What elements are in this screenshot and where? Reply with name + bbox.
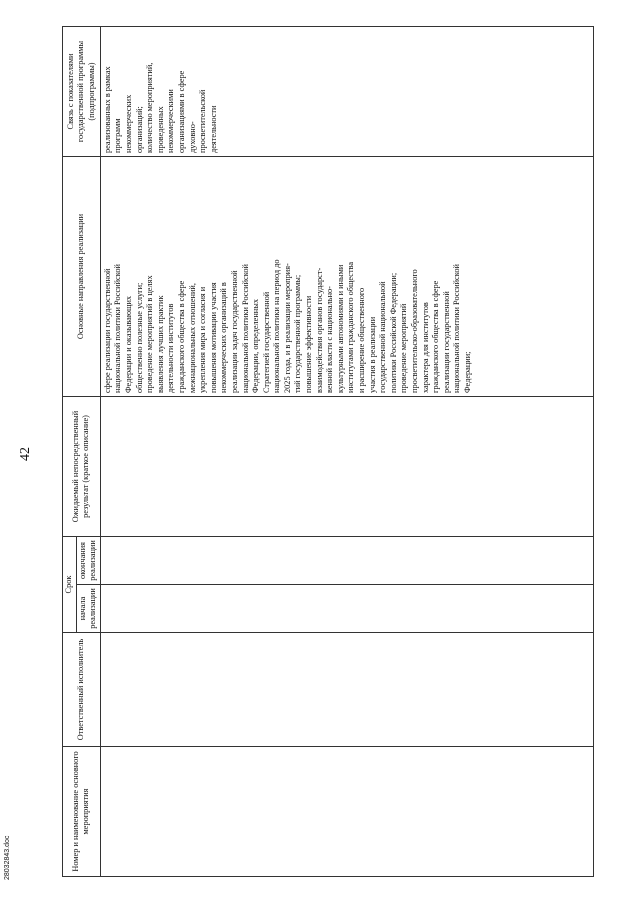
header-directions: Основные направления реализации bbox=[63, 157, 101, 397]
directions-line: межнациональных отношений, bbox=[187, 283, 197, 393]
directions-line: некоммерческих организаций в bbox=[219, 282, 229, 393]
table-row bbox=[100, 27, 593, 877]
directions-line: политики Российской Федерации; bbox=[388, 272, 398, 393]
link-line: количество мероприятий, bbox=[145, 62, 155, 153]
cell-end bbox=[100, 537, 593, 585]
directions-line: проведение мероприятий в целях bbox=[145, 275, 155, 393]
link-line: духовно- bbox=[187, 121, 197, 153]
header-measure-name: Номер и наименование основного мероприятия bbox=[63, 747, 101, 877]
directions-line: участия в реализации bbox=[367, 316, 377, 393]
measures-table bbox=[62, 26, 594, 877]
header-link: Связь с показателями государственной программы (подпрограммы) bbox=[63, 27, 101, 157]
link-line: некоммерческих bbox=[123, 94, 133, 153]
directions-line: Федерации и оказывающих bbox=[123, 295, 133, 393]
directions-line: проведение мероприятий bbox=[399, 303, 409, 393]
directions-line: государственной национальной bbox=[378, 281, 388, 393]
header-term: Срок bbox=[63, 537, 77, 633]
cell-directions bbox=[100, 157, 593, 397]
link-line: реализованных в рамках bbox=[102, 66, 112, 153]
header-row-1 bbox=[63, 27, 77, 877]
cell-measure-name bbox=[100, 747, 593, 877]
page-number: 42 bbox=[18, 447, 33, 461]
cell-result bbox=[100, 397, 593, 537]
directions-line: культурными автономиями и иными bbox=[335, 264, 345, 393]
directions-line: просветительско-образовательного bbox=[410, 269, 419, 393]
directions-line: общественно полезные услуги; bbox=[134, 282, 144, 393]
cell-link bbox=[100, 27, 593, 157]
directions-line: 2025 года, и в реализации мероприя- bbox=[282, 263, 292, 393]
directions-line: и расширение общественного bbox=[357, 287, 367, 393]
link-line: организациями в сфере bbox=[176, 70, 186, 153]
cell-executor bbox=[100, 633, 593, 747]
directions-text bbox=[103, 160, 474, 393]
directions-line: повышение эффективности bbox=[304, 295, 314, 393]
directions-line: укрепления мира и согласия и bbox=[198, 286, 208, 393]
directions-line: гражданского общества в сфере bbox=[431, 280, 441, 393]
directions-line: национальной политики на период до bbox=[272, 259, 282, 393]
link-text bbox=[103, 30, 220, 153]
directions-line: деятельности институтов bbox=[166, 303, 176, 393]
document-filename: 28032843.doc bbox=[4, 835, 11, 880]
cell-start bbox=[100, 585, 593, 633]
directions-line: выявления лучших практик bbox=[155, 295, 165, 393]
header-executor: Ответственный исполнитель bbox=[63, 633, 101, 747]
directions-line: венной власти с национально- bbox=[325, 286, 335, 393]
directions-line: национальной политики Российской bbox=[240, 264, 250, 393]
directions-line: Федерации, определенных bbox=[251, 299, 261, 393]
link-line: просветительской bbox=[198, 89, 208, 153]
directions-line: реализации задач государственной bbox=[229, 270, 239, 393]
directions-line: повышения мотивации участия bbox=[208, 282, 218, 393]
header-start: начала реализации bbox=[76, 585, 100, 633]
directions-line: национальной политики Российской bbox=[113, 264, 123, 393]
link-line: проведенных bbox=[155, 106, 165, 153]
directions-line: сфере реализации государственной bbox=[102, 268, 112, 393]
rotated-page bbox=[18, 27, 582, 877]
directions-line: институтами гражданского общества bbox=[346, 261, 356, 393]
header-result: Ожидаемый непосредственный результат (краткое описание) bbox=[63, 397, 101, 537]
directions-line: тий государственной программы; bbox=[293, 274, 303, 393]
directions-line: реализации государственной bbox=[441, 291, 451, 393]
directions-line: Федерации; bbox=[462, 351, 472, 393]
link-line: некоммерческими bbox=[166, 89, 176, 153]
link-line: организаций; bbox=[134, 106, 144, 153]
directions-line: Стратегией государственной bbox=[261, 291, 271, 393]
link-line: программ bbox=[113, 118, 123, 153]
header-end: окончания реализации bbox=[76, 537, 100, 585]
link-line: деятельности bbox=[208, 105, 218, 153]
directions-line: взаимодействия органов государст- bbox=[314, 267, 324, 393]
directions-line: гражданского общества в сфере bbox=[176, 280, 186, 393]
directions-line: характера для институтов bbox=[420, 302, 430, 393]
directions-line: национальной политики Российской bbox=[452, 264, 462, 393]
